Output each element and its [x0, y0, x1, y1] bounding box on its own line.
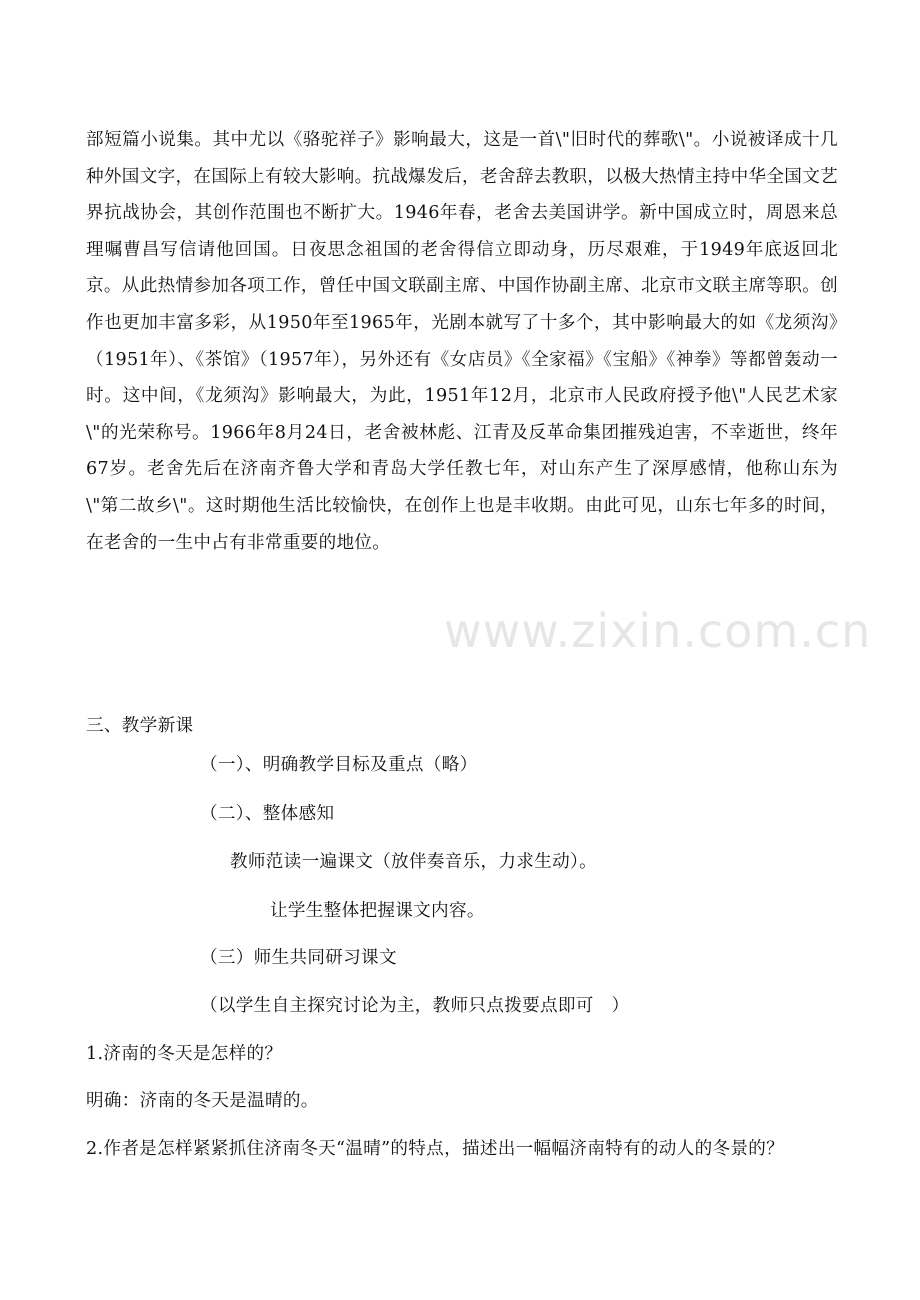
question-2: 2.作者是怎样紧紧抓住济南冬天“温晴”的特点，描述出一幅幅济南特有的动人的冬景的？ — [86, 1139, 785, 1159]
answer-1: 明确：济南的冬天是温晴的。 — [86, 1091, 319, 1111]
body-paragraph: 部短篇小说集。其中尤以《骆驼祥子》影响最大，这是一首\"旧时代的葬歌\"。小说被译成十几种外国文字，在国际上有较大影响。抗战爆发后，老舍辞去教职，以极大热情主持中华全国文艺界抗战协会，其创作范围也不断扩大。1946年春，老舍去美国讲学。新中国成立时，周恩来总理嘱曹昌写信请他回国。日夜思念祖国的老舍得信立即动身，历尽艰难，于1949年底返回北京。从此热情参加各项工作，曾任中国文联副主席、中国作协副主席、北京市文联主席等职。创作也更加丰富多彩，从1950年至1965年，光剧本就写了十多个，其中影响最大的如《龙须沟》（1951年）、《茶馆》（1957年），另外还有《女店员》《全家福》《宝船》《神拳》等都曾轰动一时。这中间，《龙须沟》影响最大，为此，1951年12月，北京市人民政府授予他\"人民艺术家\"的光荣称号。1966年8月24日，老舍被林彪、江青及反革命集团摧残迫害，不幸逝世，终年67岁。老舍先后在济南齐鲁大学和青岛大学任教七年，对山东产生了深厚感情，他称山东为\"第二故乡\"。这时期他生活比较愉快，在创作上也是丰收期。由此可见，山东七年多的时间，在老舍的一生中占有非常重要的地位。 — [86, 130, 838, 553]
subsection-3: （三）师生共同研习课文 — [200, 948, 397, 968]
subsection-1: （一）、明确教学目标及重点（略） — [200, 755, 478, 775]
section-heading: 三、教学新课 — [86, 716, 194, 736]
subsection-2: （二）、整体感知 — [200, 804, 335, 824]
subsection-2-line-1: 教师范读一遍课文（放伴奏音乐，力求生动）。 — [230, 852, 597, 872]
watermark-logo: www.zixin.com.cn — [444, 604, 872, 658]
subsection-3-note: （以学生自主探究讨论为主，教师只点拨要点即可 ） — [200, 996, 630, 1016]
question-1: 1.济南的冬天是怎样的？ — [86, 1044, 283, 1064]
subsection-2-line-2: 让学生整体把握课文内容。 — [270, 901, 485, 921]
